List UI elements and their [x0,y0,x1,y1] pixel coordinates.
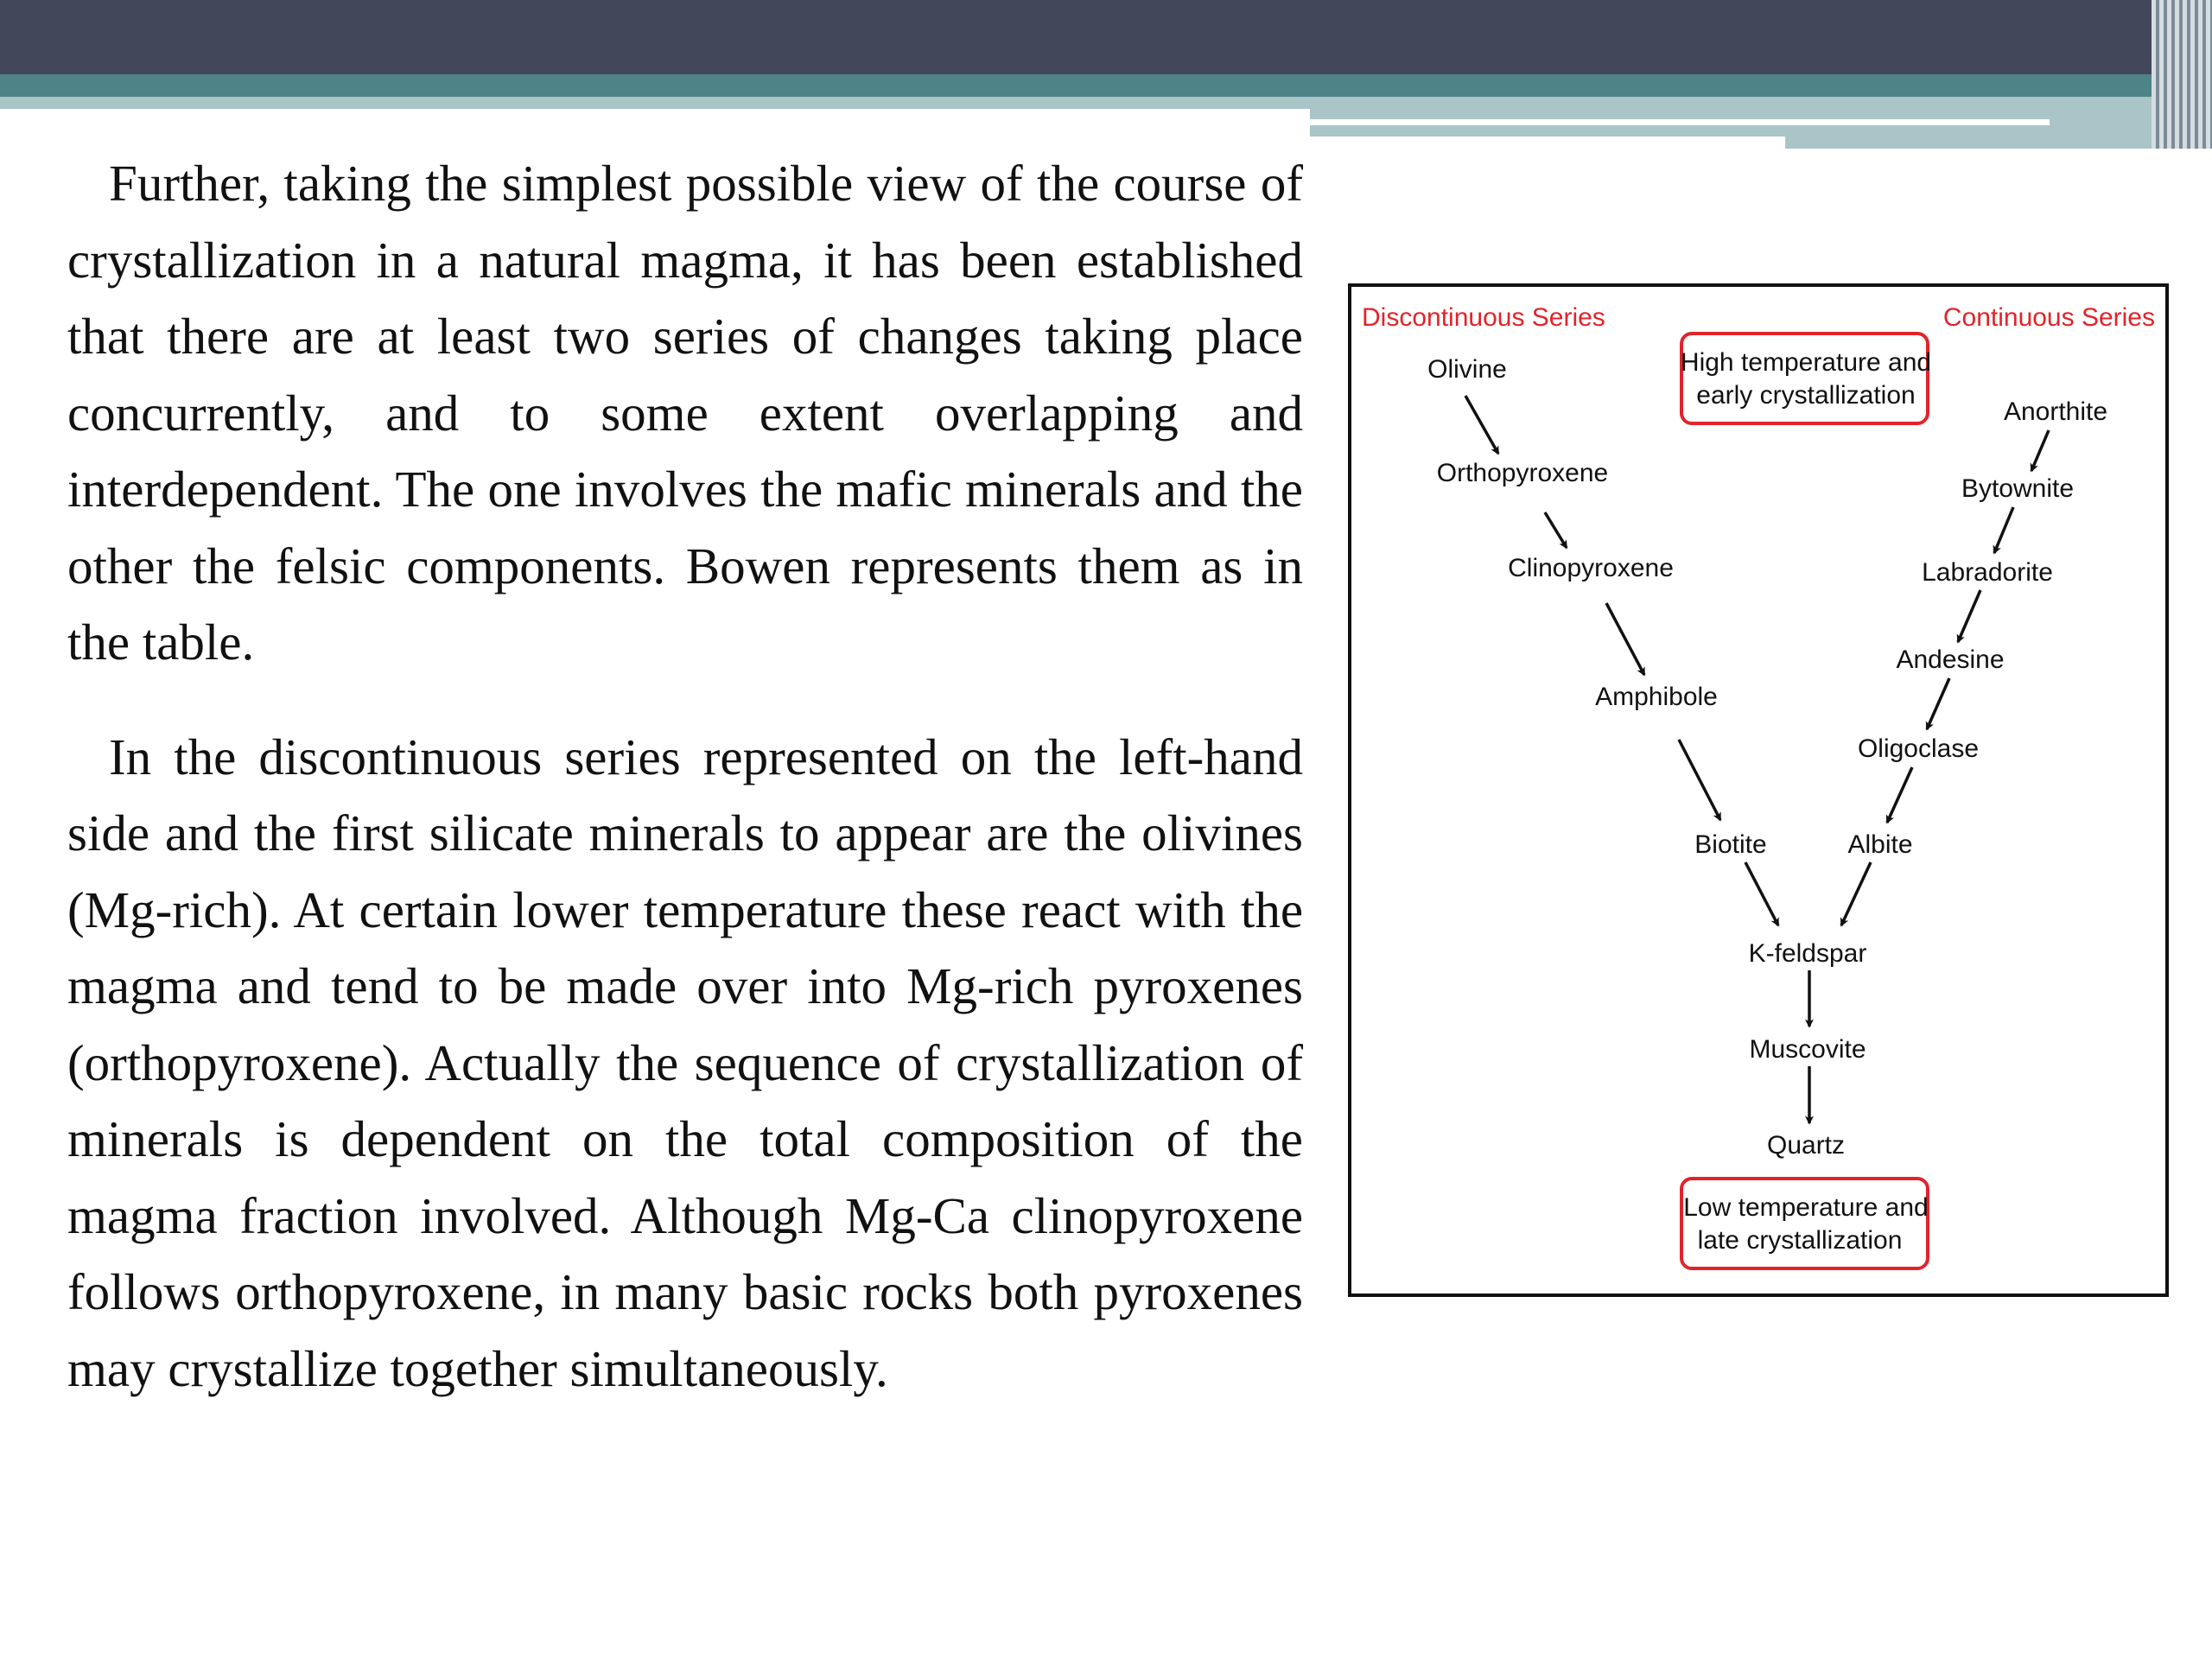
mineral-olivine: Olivine [1427,355,1507,384]
mineral-albite: Albite [1847,830,1913,859]
mineral-labradorite: Labradorite [1922,558,2053,587]
low-temperature-line-1: Low temperature and [1683,1193,1929,1222]
mineral-muscovite: Muscovite [1749,1035,1866,1064]
arrow-biotite-to-k-feldspar [1745,862,1778,925]
discontinuous-series-title: Discontinuous Series [1362,303,1605,332]
mineral-orthopyroxene: Orthopyroxene [1436,459,1609,487]
header-accent-line [1310,119,2050,125]
arrow-clinopyroxene-to-amphibole [1606,603,1644,675]
arrow-oligoclase-to-albite [1887,767,1912,823]
arrow-albite-to-k-feldspar [1841,862,1871,925]
arrow-olivine-to-orthopyroxene [1465,396,1498,454]
high-temperature-box [1681,334,1928,423]
arrow-orthopyroxene-to-clinopyroxene [1545,512,1567,548]
mineral-andesine: Andesine [1896,645,2005,674]
header-bar-dark [0,0,2212,74]
mineral-clinopyroxene: Clinopyroxene [1508,554,1674,582]
high-temperature-line-2: early crystallization [1696,381,1916,410]
low-temperature-line-2: late crystallization [1697,1226,1903,1255]
mineral-oligoclase: Oligoclase [1857,734,1980,763]
mineral-bytownite: Bytownite [1961,474,2075,503]
arrow-bytownite-to-labradorite [1994,507,2013,553]
header-bar-light-left [0,97,1310,109]
arrow-amphibole-to-biotite [1679,740,1720,820]
mineral-anorthite: Anorthite [2003,397,2108,426]
bowen-reaction-series-diagram [1348,283,2169,1297]
header-accent-line-lower [1310,137,1785,149]
paragraph-2: In the discontinuous series represented on the left-hand side and the first silicate minerals to appear are the olivines (Mg-rich). At certain lower temperature these react with the magma and tend to be made over into Mg-rich pyroxenes (orthopyroxene). Actually the sequence of crystallization of minerals is dependent on the total composition of the magma fraction involved. Although Mg-Ca clinopyroxene follows orthopyroxene, in many basic rocks both pyroxenes may crystallize together simultaneously. [67,728,1303,1397]
mineral-quartz: Quartz [1766,1131,1846,1160]
mineral-amphibole: Amphibole [1595,683,1718,711]
arrow-anorthite-to-bytownite [2031,430,2049,471]
low-temperature-box [1681,1179,1928,1268]
paragraph-1: Further, taking the simplest possible view of the course of crystallization in a natural magma, it has been established that there are at least two series of changes taking place concurrently, and to some extent overlapping and interdependent. The one involves the mafic minerals and the other the felsic components. Bowen represents them as in the table. [67,155,1303,671]
header-stripes [2152,0,2212,149]
mineral-biotite: Biotite [1694,830,1767,859]
arrow-labradorite-to-andesine [1958,590,1980,642]
mineral-k-feldspar: K-feldspar [1748,939,1867,968]
continuous-series-title: Continuous Series [1942,303,2155,332]
arrow-andesine-to-oligoclase [1927,678,1949,729]
high-temperature-line-1: High temperature and [1680,348,1932,377]
header-bar-teal [0,74,2212,97]
body-text [67,145,1303,1407]
